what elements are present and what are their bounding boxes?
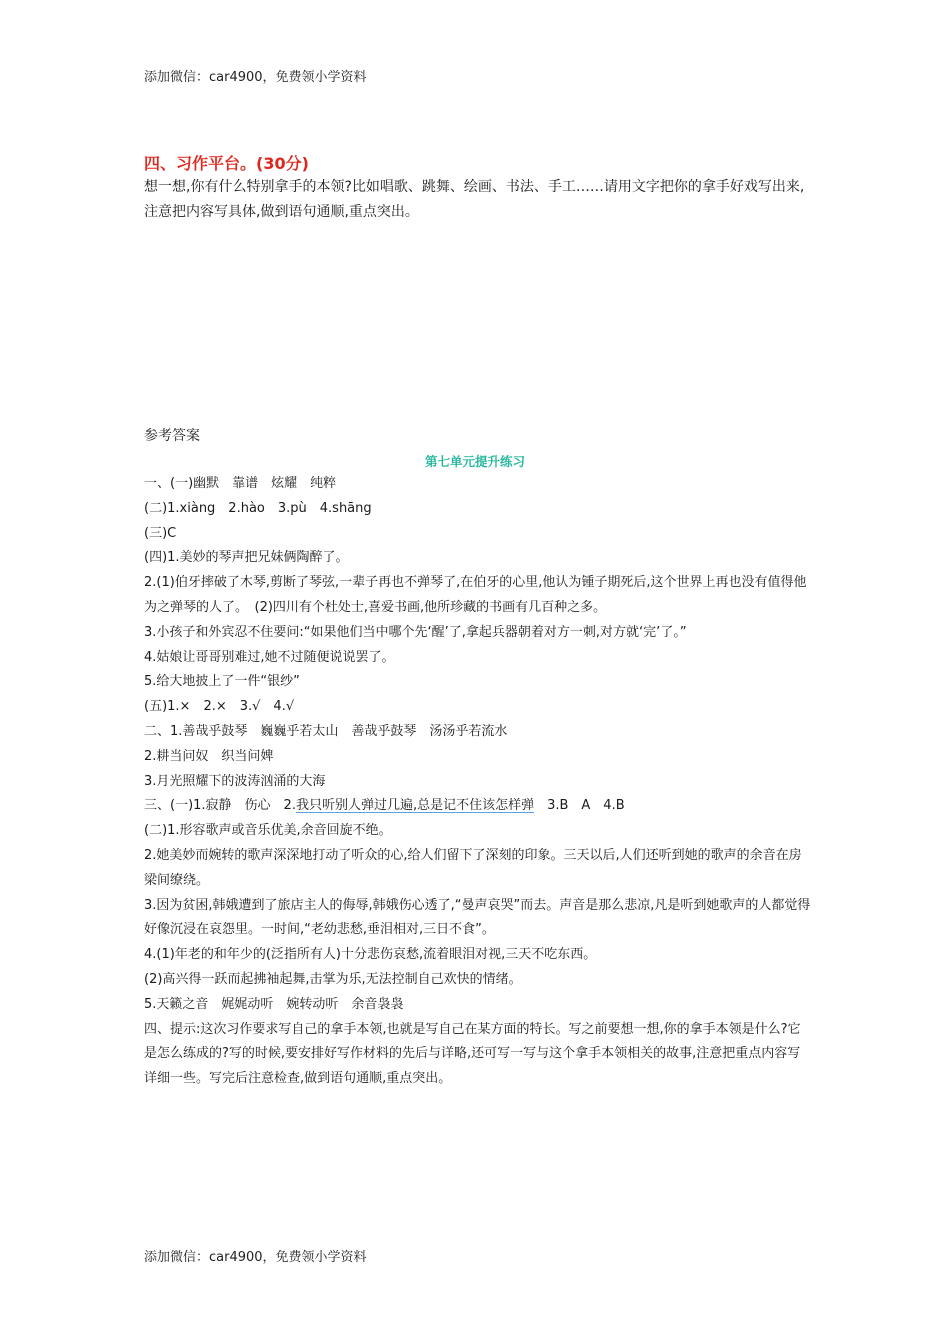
answer-line: (三)C <box>144 525 177 541</box>
section-heading: 四、习作平台。(30分) <box>144 154 309 173</box>
header-watermark: 添加微信：car4900，免费领小学资料 <box>144 70 367 85</box>
answer-line: 5.给大地披上了一件“银纱” <box>144 674 300 690</box>
answer-text: 三、(一)1.寂静 伤心 2. <box>144 798 296 814</box>
answer-line: (2)高兴得一跃而起拂袖起舞,击掌为乐,无法控制自己欢快的情绪。 <box>144 971 522 987</box>
answer-line: 2.耕当问奴 织当问婢 <box>144 748 274 764</box>
answer-line: 5.天籁之音 娓娓动听 婉转动听 余音袅袅 <box>144 996 404 1012</box>
answer-line: 二、1.善哉乎鼓琴 巍巍乎若太山 善哉乎鼓琴 汤汤乎若流水 <box>144 723 508 739</box>
writing-prompt: 想一想,你有什么特别拿手的本领?比如唱歌、跳舞、绘画、书法、手工……请用文字把你的拿手好戏写出来,注意把内容写具体,做到语句通顺,重点突出。 <box>144 179 805 220</box>
answers-label: 参考答案 <box>144 428 200 444</box>
answer-line: (二)1.xiàng 2.hào 3.pù 4.shāng <box>144 500 372 516</box>
answer-text: 3.B A 4.B <box>534 798 625 814</box>
answer-list <box>144 472 812 1092</box>
answer-line: 4.姑娘让哥哥别难过,她不过随便说说罢了。 <box>144 649 395 665</box>
answer-line: 2.她美妙而婉转的歌声深深地打动了听众的心,给人们留下了深刻的印象。三天以后,人们还听到她的歌声的余音在房梁间缭绕。 <box>144 847 802 888</box>
answer-line: 4.(1)年老的和年少的(泛指所有人)十分悲伤哀愁,流着眼泪对视,三天不吃东西。 <box>144 947 597 963</box>
answer-line: 2.(1)伯牙摔破了木琴,剪断了琴弦,一辈子再也不弹琴了,在伯牙的心里,他认为锺子期死后,这个世界上再也没有值得他为之弹琴的人了。 (2)四川有个杜处士,喜爱书画,他所珍藏的书画有几百种之多。 <box>144 575 807 615</box>
answer-line: 一、(一)幽默 靠谱 炫耀 纯粹 <box>144 476 337 491</box>
answer-line <box>144 794 812 819</box>
answer-line: 四、提示:这次习作要求写自己的拿手本领,也就是写自己在某方面的特长。写之前要想一想,你的拿手本领是什么?它是怎么练成的?写的时候,要安排好写作材料的先后与详略,还可写一写与这个拿手本领相关的故事,注意把重点内容写详细一些。写完后注意检查,做到语句通顺,重点突出。 <box>144 1021 801 1087</box>
footer-watermark: 添加微信：car4900，免费领小学资料 <box>144 1250 367 1265</box>
answer-line: 3.月光照耀下的波涛汹涌的大海 <box>144 773 326 789</box>
answer-line: 3.因为贫困,韩娥遭到了旅店主人的侮辱,韩娥伤心透了,“曼声哀哭”而去。声音是那么悲凉,凡是听到她歌声的人都觉得好像沉浸在哀怨里。一时间,“老幼悲愁,垂泪相对,三日不食”。 <box>144 897 811 938</box>
answer-line: (五)1.× 2.× 3.√ 4.√ <box>144 699 295 715</box>
answer-line: (二)1.形容歌声或音乐优美,余音回旋不绝。 <box>144 823 392 839</box>
answer-line: 3.小孩子和外宾忍不住要问:“如果他们当中哪个先‘醒’了,拿起兵器朝着对方一刺,对方就‘完’了。” <box>144 624 687 640</box>
unit-title: 第七单元提升练习 <box>424 454 525 469</box>
answer-line: (四)1.美妙的琴声把兄妹俩陶醉了。 <box>144 550 349 566</box>
underlined-answer: 我只听别人弹过几遍,总是记不住该怎样弹 <box>295 798 535 814</box>
